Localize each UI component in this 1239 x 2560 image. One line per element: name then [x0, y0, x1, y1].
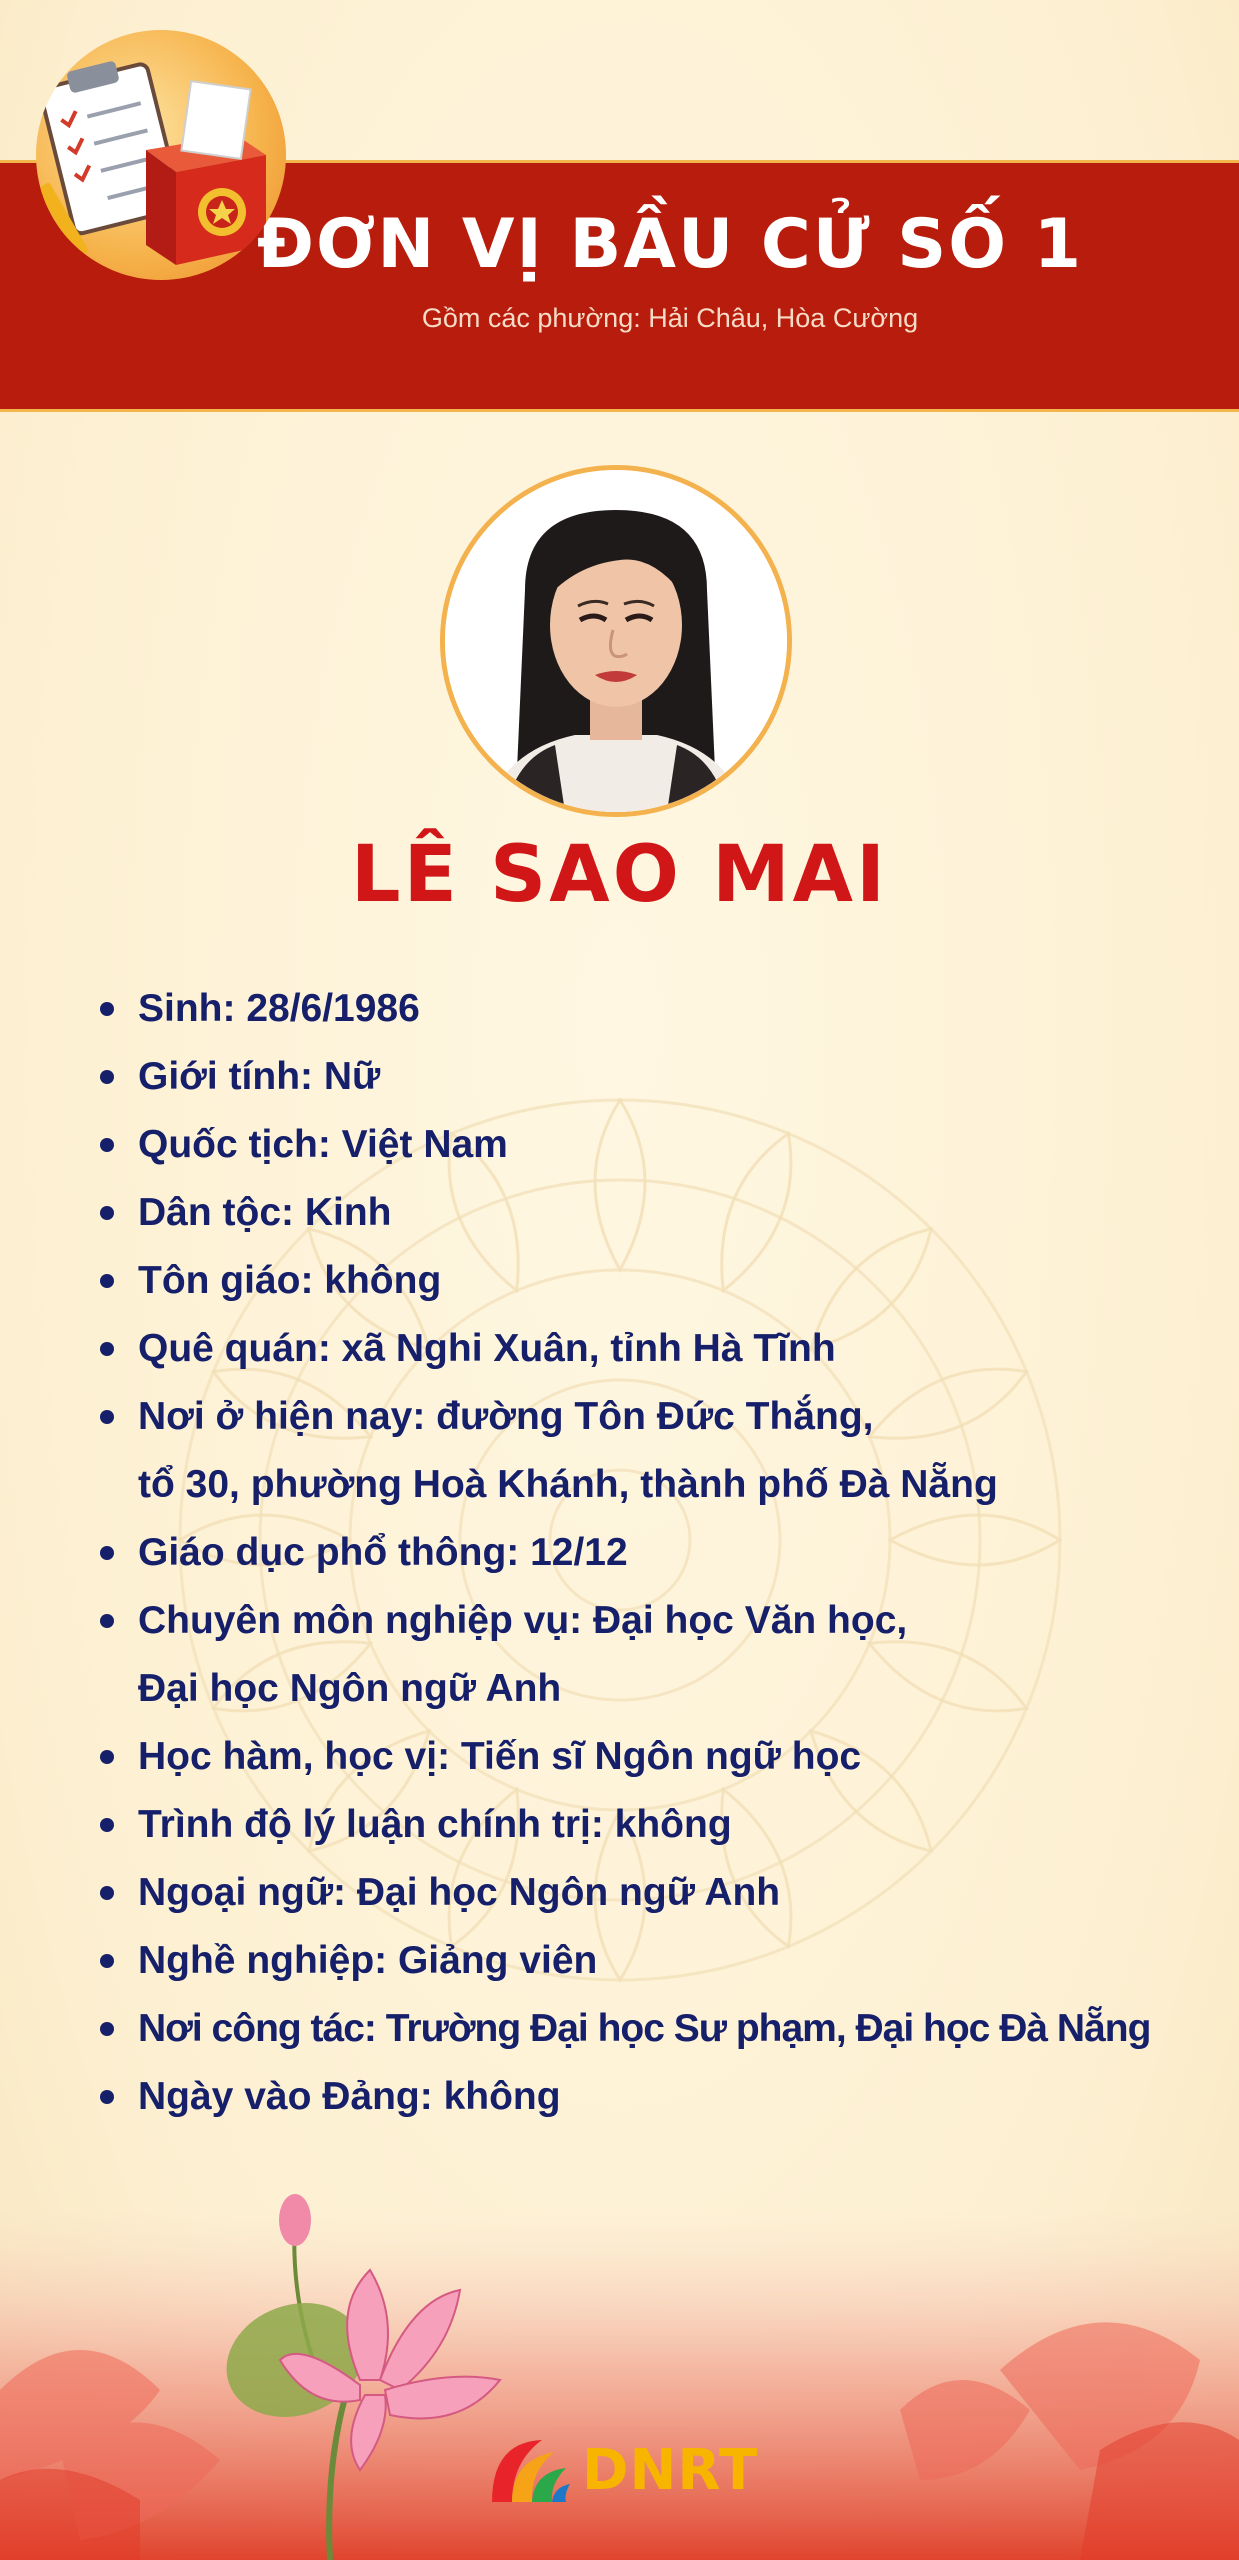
- detail-nationality: Quốc tịch: Việt Nam: [100, 1111, 1200, 1179]
- ballot-box-icon: [36, 30, 286, 280]
- detail-workplace: Nơi công tác: Trường Đại học Sư phạm, Đại học Đà Nẵng: [100, 1995, 1200, 2063]
- dnrt-logo-icon: [482, 2432, 572, 2512]
- detail-education: Giáo dục phổ thông: 12/12: [100, 1519, 1200, 1587]
- detail-occupation: Nghề nghiệp: Giảng viên: [100, 1927, 1200, 1995]
- detail-degree: Học hàm, học vị: Tiến sĩ Ngôn ngữ học: [100, 1723, 1200, 1791]
- detail-religion: Tôn giáo: không: [100, 1247, 1200, 1315]
- detail-gender: Giới tính: Nữ: [100, 1043, 1200, 1111]
- detail-hometown: Quê quán: xã Nghi Xuân, tỉnh Hà Tĩnh: [100, 1315, 1200, 1383]
- detail-specialty: [100, 1587, 1200, 1723]
- detail-residence-line1: Nơi ở hiện nay: đường Tôn Đức Thắng,: [138, 1395, 874, 1438]
- detail-specialty-line1: Chuyên môn nghiệp vụ: Đại học Văn học,: [138, 1599, 908, 1642]
- candidate-details-list: [100, 975, 1200, 2131]
- dnrt-logo-text: DNRT: [582, 2438, 759, 2503]
- detail-political-theory: Trình độ lý luận chính trị: không: [100, 1791, 1200, 1859]
- page-title: ĐƠN VỊ BẦU CỬ SỐ 1: [256, 205, 1084, 284]
- detail-party-date: Ngày vào Đảng: không: [100, 2063, 1200, 2131]
- candidate-photo: [440, 465, 792, 817]
- detail-ethnicity: Dân tộc: Kinh: [100, 1179, 1200, 1247]
- detail-residence: [100, 1383, 1200, 1519]
- detail-residence-line2: tổ 30, phường Hoà Khánh, thành phố Đà Nẵng: [138, 1463, 998, 1506]
- detail-foreign-language: Ngoại ngữ: Đại học Ngôn ngữ Anh: [100, 1859, 1200, 1927]
- page-subtitle: Gồm các phường: Hải Châu, Hòa Cường: [421, 303, 919, 333]
- dnrt-logo: [482, 2432, 762, 2512]
- detail-specialty-line2: Đại học Ngôn ngữ Anh: [138, 1667, 562, 1710]
- detail-birth: Sinh: 28/6/1986: [100, 975, 1200, 1043]
- candidate-name: LÊ SAO MAI: [350, 830, 889, 920]
